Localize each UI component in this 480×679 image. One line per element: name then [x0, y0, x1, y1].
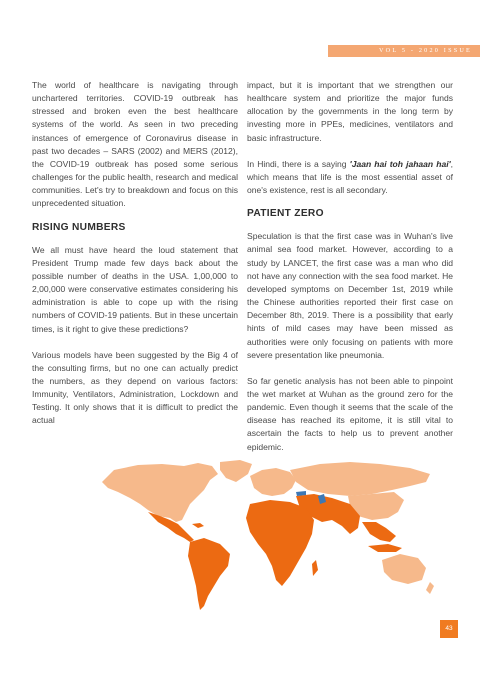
page-number-badge: [440, 620, 458, 638]
intro-paragraph: The world of healthcare is navigating through unchartered territories. COVID-19 outbreak has stressed and broken even the best healthcare systems of the world. As seen in two preceding instances of emergence of Coronavirus disease in past two decades – SARS (2002) and MERS (2012), the COVID-19 outbreak has posed some serious challenges for the public health, research and medical communities. Let's try to breakdown and focus on this unprecedented situation.: [32, 80, 238, 209]
map-southeast-asia: [362, 522, 396, 542]
map-australia: [382, 554, 426, 584]
rising-numbers-paragraph-1: We all must have heard the loud statement that President Trump made few days back about the possible number of deaths in the USA. 1,00,000 to 2,00,000 were conservative estimates considering his administration is able to cope up with the rising numbers of COVID-19 patients. But in these uncertain times, is it right to give these predictions?: [32, 244, 238, 334]
issue-banner: [328, 45, 480, 57]
world-map: [100, 460, 438, 612]
saying-text-after: , which means that life is the most essential asset of one's existence, rest is all secondary.: [247, 158, 454, 196]
saying-text-before: In Hindi, there is a saying: [247, 158, 350, 169]
issue-label: VOL 5 - 2020 ISSUE: [379, 47, 472, 54]
map-north-america: [102, 463, 218, 522]
patient-zero-paragraph-2: So far genetic analysis has not been able to pinpoint the wet market at Wuhan as the ground zero for the pandemic. Even though it seems that the scale of the disease has reached its epitome, it is still vital to ascertain the facts to help us to prevent another epidemic.: [247, 375, 453, 452]
map-madagascar: [312, 560, 318, 576]
patient-zero-paragraph-1: Speculation is that the first case was in Wuhan's live animal sea food market. However, according to a study by LANCET, the first case was a man who did not have any connection with the sea food market. He developed symptoms on December 1st, 2019 while the Chinese authorities reported their first case on December 8th, 2019. There is a possibility that early hints of mild cases may have been missed as authorities were only focusing on patients with more severe presentation like pneumonia.: [247, 231, 453, 360]
map-africa: [246, 500, 314, 586]
section-heading-rising-numbers: RISING NUMBERS: [32, 221, 126, 233]
map-caribbean: [192, 523, 204, 528]
map-north-asia: [290, 462, 430, 496]
saying-paragraph: [247, 158, 453, 197]
page-number: 43: [445, 625, 453, 632]
saying-highlight: 'Jaan hai toh jahaan hai': [349, 158, 451, 169]
map-south-america: [188, 538, 230, 610]
map-greenland: [220, 460, 252, 482]
section-heading-patient-zero: PATIENT ZERO: [247, 208, 324, 220]
continued-paragraph: impact, but it is important that we strengthen our healthcare system and prioritize the major funds allocation by the governments in the long term by investing more in PPEs, medicines, ventilators and basic infrastructure.: [247, 80, 453, 143]
left-column: [32, 79, 238, 428]
map-indonesia: [368, 544, 402, 552]
right-column: [247, 79, 453, 454]
map-new-zealand: [426, 582, 434, 594]
rising-numbers-paragraph-2: Various models have been suggested by the Big 4 of the consulting firms, but no one can actually predict the numbers, as they depend on various factors: Immunity, Ventilators, Administration, Lockdown and Testing. It only shows that it is difficult to predict the actual: [32, 349, 238, 426]
map-europe: [250, 468, 296, 496]
